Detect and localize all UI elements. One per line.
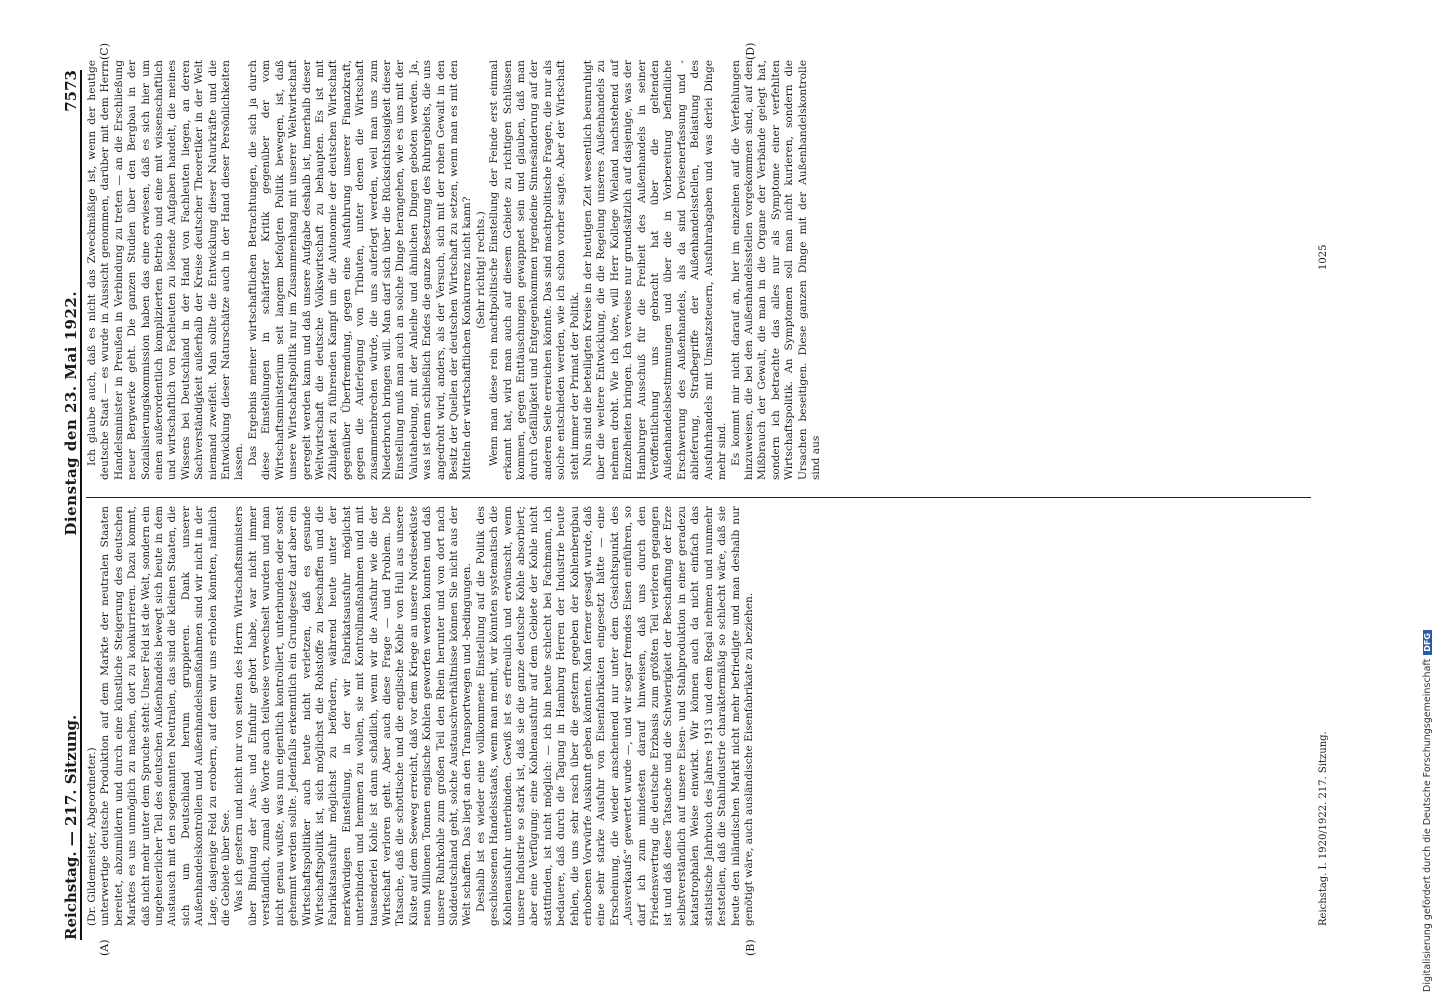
page-footer: Reichstag. I. 1920/1922. 217. Sitzung. [1318,731,1329,926]
footer-page-number: 1025 [1318,244,1329,270]
right-paragraph-1: Ich glaube auch, daß es nicht das Zweckmäßige ist, wenn der heutige deutsche Staat — es wurde in Aussicht genommen, darüber mit dem Herrn Handelsminister in Preußen in Verbindung zu treten — an die Erschließung neuer Bergwerke geht. Die ganzen Studien über den Bergbau in der Sozialisierungskommission haben das eine erwiesen, daß es sich hier um einen außerordentlich komplizierten Betrieb und eine mit wissenschaftlich und wirtschaftlich von Fachleuten zu lösende Aufgaben handelt, die meines Wissens bei Deutschland in der Hand von Fachleuten liegen, an deren Sachverständigkeit außerhalb der Kreise deutscher Theoretiker in der Welt niemand zweifelt. Man sollte die Entwicklung dieser Naturkräfte und die Entwicklung dieser Naturschätze auch in der Hand dieser Persönlichkeiten lassen. [86,60,246,480]
right-paragraph-5: Es kommt mir nicht darauf an, hier im einzelnen auf die Verfehlungen hinzuweisen, die bei den Außenhandelsstellen vorgekommen sind, auf den Mißbrauch der Gewalt, die man in die Organe der Verbände gelegt hat, sondern ich betrachte das alles nur als Symptome einer verfehlten Wirtschaftspolitik. An Symptomen soll man nicht kurieren, sondern die Ursachen beseitigen. Diese ganzen Dinge mit der Außenhandelskontrolle sind aus [729,60,822,480]
header-page-number: 7573 [62,70,80,112]
margin-marker-b: (B) [744,939,757,956]
left-paragraph-2: Was ich gestern und nicht nur von seiten des Herrn Wirtschaftsministers über Bindung der Aus- und Einfuhr gehört habe, war nicht immer verständlich, zumal die Worte auch teilweise verwechselt wurden und man nicht genau wußte, was nun eigentlich kontrolliert, unterbunden oder sonst gehemmt werden sollte. Jedenfalls erkenntlich ein Grundgesetz darf aber ein Wirtschaftspolitiker auch heute nicht verletzen, daß es gesunde Wirtschaftspolitik ist, sich möglichst die Rohstoffe zu beschaffen und die Fabrikatsausfuhr möglichst zu befördern, während heute unter der merkwürdigen Einstellung, in der wir Fabrikatsausfuhr möglichst unterbinden und hemmen zu wollen, sie mit Kontrollmaßnahmen und mit tausenderlei Kohle ist dann schädlich, wenn wir die Ausfuhr wie die der Wirtschaft verloren geht. Aber auch diese Frage — und Problem. Die Tatsache, daß die schottische und die englische Kohle von Hull aus unsere Küste auf dem Seeweg erreicht, daß vor dem Kriege an unsere Nordseeküste neun Millionen Tonnen englische Kohlen geworfen werden konnten und daß unsere Ruhrkohle zum großen Teil den Rhein herunter und von dort nach Süddeutschland geht, solche Austauschverhältnisse können Sie nicht aus der Welt schaffen. Das liegt an den Transportwegen und -bedingungen. [233,506,474,926]
right-paragraph-3: Wenn man diese rein machtpolitische Einstellung der Feinde erst einmal erkannt hat, wird man auch auf diesem Gebiete zu richtigen Schlüssen kommen, gegen Enttäuschungen gewappnet sein und glauben, daß man durch Gefälligkeit und Entgegenkommen irgendeine Sinnesänderung auf der anderen Seite erreichen könnte. Das sind machtpolitische Fragen, die nur als solche entschieden werden, wie ich schon vorher sagte. Aber der Wirtschaft steht immer der Primat der Politik. [488,60,581,480]
column-divider [86,497,1311,498]
right-paragraph-2: Das Ergebnis meiner wirtschaftlichen Betrachtungen, die sich ja durch diese Einstellungen in schärfster Kritik gegenüber der vom Wirtschaftsministerium seit langem befolgten Politik bewegen, ist, daß unsere Wirtschaftspolitik nur im Zusammenhang mit unserer Weltwirtschaft geregelt werden kann und daß unsere Aufgabe deshalb ist, innerhalb dieser Weltwirtschaft die deutsche Volkswirtschaft zu behaupten. Es ist mit Zähigkeit zu führenden Kampf um die Autonomie der deutschen Wirtschaft gegenüber Überfremdung, gegen eine Ausfuhrung unserer Finanzkraft, gegen die Auferlegung von Tributen, unter denen die Wirtschaft zusammenbrechen würde, die uns auferlegt werden, weil man uns zum Niederbruch bringen will. Man darf sich über die Rücksichtslosigkeit dieser Einstellung muß man auch an solche Dinge herangehen, wie es uns mit der Valutahebung, mit der Anleihe und ähnlichen Dingen geboten werden. Ja, was ist denn schließlich Endes die ganze Besetzung des Ruhrgebiets, die uns angedroht wird, anders, als der Versuch, sich mit der rohen Gewalt in den Besitz der Quellen der deutschen Wirtschaft zu setzen, wenn man es mit den Mitteln der wirtschaftlichen Konkurrenz nicht kann? [246,60,474,480]
header-left: Reichstag. — 217. Sitzung. [62,714,80,940]
right-paragraph-4: Nun sind die beteiligten Kreise in der heutigen Zeit wesentlich beunruhigt über die weitere Entwicklung, die die Regelung unseres Außenhandels zu nehmen droht. Wie ich höre, will Herr Kollege Wieland nachstehend auf Einzelheiten bringen. Ich verweise nur grundsätzlich auf dasjenige, was der Hamburger Ausschuß für die Freiheit des Außenhandels in seiner Veröffentlichung uns gebracht hat über die geltenden Außenhandelsbestimmungen und über die in Vorbereitung befindliche Erschwerung des Außenhandels, als da sind Devisenerfassung und -ablieferung, Strafbegriffe der Außenhandelsstellen, Belastung des Ausfuhrhandels mit Umsatzsteuern, Ausfuhrabgaben und was derlei Dinge mehr sind. [582,60,729,480]
digitization-note [1420,8,1434,992]
dfg-logo: DFG [1423,630,1432,655]
margin-marker-a: (A) [98,939,111,956]
left-paragraph-3: Deshalb ist es wieder eine vollkommene Einstellung auf die Politik des geschlossenen Handelsstaats, wenn man meint, wir könnten systematisch die Kohlenausfuhr unterbinden. Gewiß ist es erfreulich und erwünscht, wenn unsere Industrie so stark ist, daß sie die ganze deutsche Kohle absorbiert; aber eine Verfügung: eine Kohlenausfuhr auf dem Gebiete der Kohle nicht stattfinden, ist nicht möglich: — ich bin heute schlecht bei Fachmann, ich bedauere, daß durch die Tagung in Hamburg Herren der Industrie heute fehlen, die uns sehr rasch über die gestern gegeben der Kohlenbergbau erhobenen Vorwürfe Auskunft geben könnten. Man ferner gesagt wurde, daß eine sehr starke Ausfuhr von Eisenfabrikaten eingesetzt hätte — eine Erscheinung, die wieder anscheinend nur unter dem Gesichtspunkt des „Ausverkaufs“ gewertet wurde —, und wir sogar fremdes Eisen einführen, so darf ich zum mindesten darauf hinweisen, daß uns durch den Friedensvertrag die deutsche Erzbasis zum größten Teil verloren gegangen ist und daß diese Tatsache und die Schwierigkeit der Beschaffung der Erze selbstverständlich auf unsere Eisen- und Stahlproduktion in einer geradezu katastrophalen Weise einwirkt. Wir können auch da nicht einfach das statistische Jahrbuch des Jahres 1913 und dem Regal nehmen und nunmehr feststellen, daß die Stahlindustrie charaktermäßig so schlecht wäre, daß sie heute den inländischen Markt nicht mehr befriedigte und man deshalb nur genötigt wäre, auch ausländische Eisenfabrikate zu beziehen. [474,506,755,926]
applause-note: (Sehr richtig! rechts.) [474,211,487,329]
margin-marker-c: (C) [98,43,111,60]
margin-marker-d: (D) [744,42,757,60]
left-paragraph-1: unterwertige deutsche Produktion auf dem Markte der neutralen Staaten bereitet, abzumildern und durch eine künstliche Steigerung des deutschen Marktes es uns unmöglich zu machen, dort zu konkurrieren. Dazu kommt, daß nicht mehr unter dem Spruche steht: Unser Feld ist die Welt, sondern ein ungeheuerlicher Teil des deutschen Außenhandels bewegt sich heute in dem Austausch mit den sogenannten Neutralen, das sind die kleinen Staaten, die sich um Deutschland herum gruppieren. Dank unserer Außenhandelskontrollen und Außenhandelsmaßnahmen sind wir nicht in der Lage, dasjenige Feld zu erobern, auf dem wir uns erholen könnten, nämlich die Gebiete über See. [99,506,233,926]
page-header [58,70,82,940]
right-column [86,60,823,480]
header-date: Dienstag den 23. Mai 1922. [62,290,80,536]
left-column [86,506,756,926]
digitization-text: Digitalisierung gefördert durch die Deutsche Forschungsgemeinschaft [1421,658,1433,992]
speaker-line: (Dr. Gildemeister, Abgeordneter.) [86,747,98,926]
